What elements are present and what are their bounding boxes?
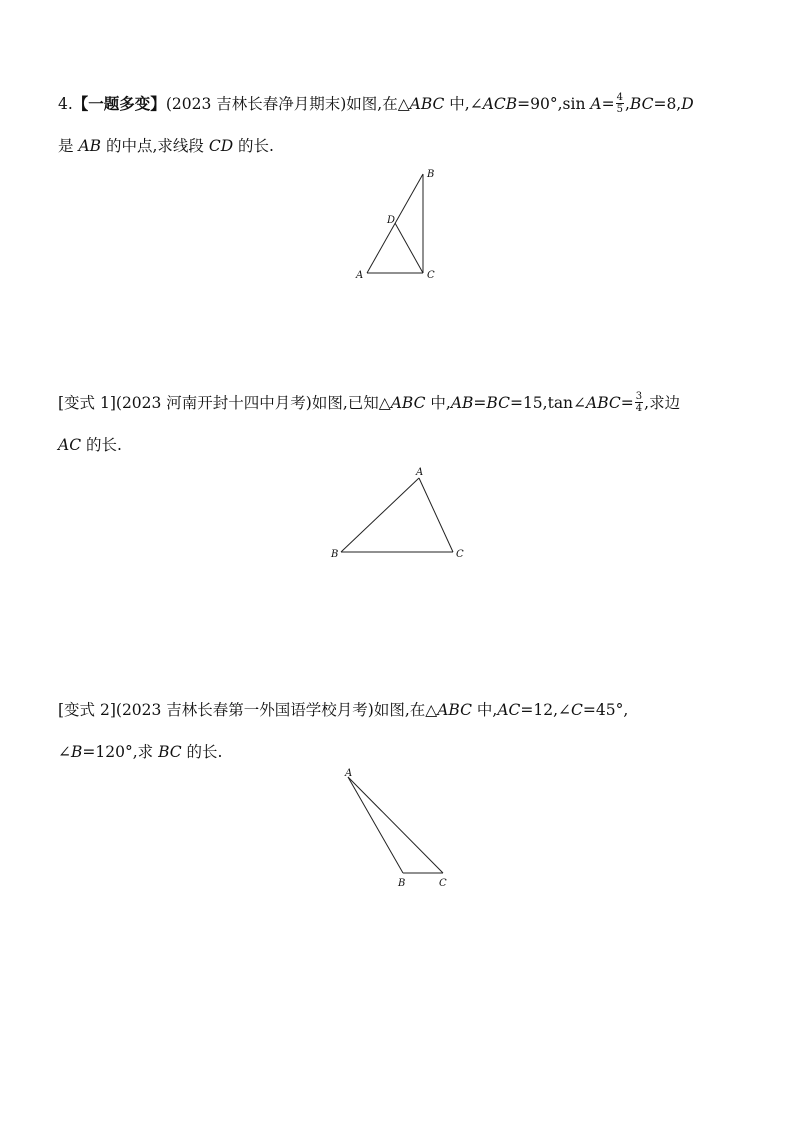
vertex-label-a: A	[416, 467, 424, 478]
vertex-label-b: B	[427, 169, 435, 180]
problem-text: =	[620, 394, 634, 412]
variant-tag: [变式 2]	[58, 701, 116, 719]
problem-text: ∠	[58, 743, 71, 761]
problem-4	[58, 83, 748, 167]
segment-ac	[348, 777, 443, 873]
segment-cd	[395, 223, 423, 273]
problem-text: =45°,	[582, 701, 629, 719]
variant-1-figure	[325, 462, 470, 562]
vertex-label-c: C	[439, 878, 447, 889]
vertex-label-c: C	[456, 549, 464, 560]
math-var: AB	[450, 394, 474, 412]
problem-text: =15,tan∠	[509, 394, 587, 412]
math-var: ABC	[409, 95, 445, 113]
math-var: BC	[486, 394, 510, 412]
problem-text: =8,	[653, 95, 682, 113]
math-var: ACB	[482, 95, 518, 113]
problem-text: 中,	[425, 394, 451, 412]
problem-text: 如图,在△	[373, 701, 438, 719]
fraction-denominator: 5	[616, 103, 623, 115]
variant-1-line-2	[58, 424, 748, 466]
math-var: BC	[629, 95, 654, 113]
variant-1	[58, 382, 748, 466]
math-var: A	[590, 95, 602, 113]
fraction-denominator: 4	[635, 402, 643, 414]
math-var: ABC	[437, 701, 472, 719]
vertex-label-d: D	[387, 215, 396, 226]
math-var: BC	[158, 743, 182, 761]
problem-source: (2023 吉林长春净月期末)	[165, 95, 347, 113]
math-var: CD	[208, 137, 234, 155]
problem-number: 4.	[58, 95, 73, 113]
problem-text: 的长.	[233, 137, 274, 155]
math-var: ABC	[390, 394, 426, 412]
problem-text: 如图,已知△	[311, 394, 391, 412]
segment-ac	[419, 478, 453, 552]
segment-ab	[341, 478, 419, 552]
problem-text: 如图,在△	[346, 95, 410, 113]
vertex-label-a: A	[345, 768, 353, 779]
segment-ab	[348, 777, 403, 873]
problem-text: =	[601, 95, 615, 113]
fraction	[616, 92, 624, 115]
math-var: AC	[497, 701, 521, 719]
problem-text: =120°,求	[82, 743, 159, 761]
variant-2-line-1	[58, 689, 748, 731]
math-var: ABC	[586, 394, 621, 412]
problem-text: ,求边	[644, 394, 681, 412]
problem-text: 的中点,求线段	[101, 137, 209, 155]
problem-text: 是	[58, 137, 79, 155]
math-var: D	[681, 95, 694, 113]
variant-source: (2023 吉林长春第一外国语学校月考)	[115, 701, 374, 719]
vertex-label-c: C	[427, 270, 435, 281]
problem-text: =	[473, 394, 487, 412]
fraction-numerator: 3	[635, 390, 643, 402]
math-var: B	[71, 743, 83, 761]
problem-4-figure	[350, 165, 450, 285]
problem-4-line-1	[58, 83, 748, 125]
vertex-label-b: B	[331, 549, 339, 560]
math-var: AB	[78, 137, 102, 155]
variant-source: (2023 河南开封十四中月考)	[115, 394, 312, 412]
problem-text: ,	[624, 95, 630, 113]
math-var: C	[571, 701, 583, 719]
variant-2	[58, 689, 748, 773]
vertex-label-b: B	[398, 878, 406, 889]
problem-text: 中,	[471, 701, 498, 719]
problem-text: 的长.	[81, 436, 122, 454]
problem-4-line-2	[58, 125, 748, 167]
problem-text: =12,∠	[520, 701, 571, 719]
problem-text: 中,∠	[444, 95, 483, 113]
problem-tag: 【一题多变】	[72, 94, 166, 113]
problem-text: 的长.	[181, 743, 223, 761]
variant-1-line-1	[58, 382, 748, 424]
problem-text: =90°,sin	[517, 95, 591, 113]
variant-tag: [变式 1]	[58, 394, 116, 412]
vertex-label-a: A	[356, 270, 364, 281]
fraction	[635, 391, 643, 414]
variant-2-figure	[335, 762, 460, 892]
fraction-numerator: 4	[616, 91, 623, 103]
math-var: AC	[58, 436, 82, 454]
